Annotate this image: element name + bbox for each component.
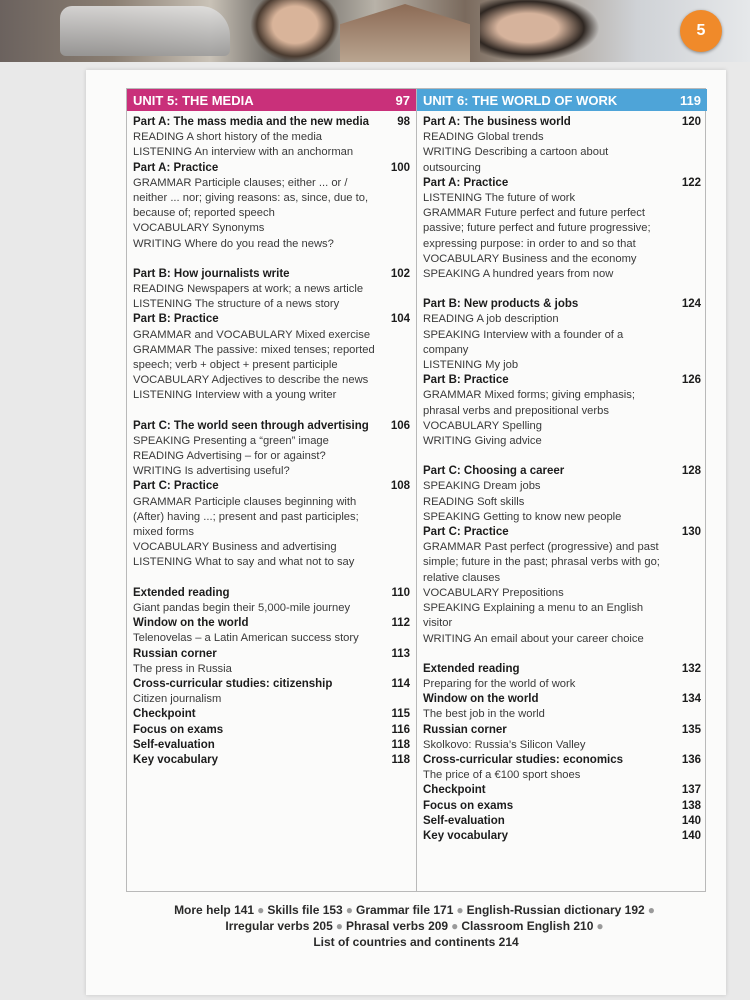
toc-detail-row bbox=[133, 464, 410, 479]
toc-entry-text: SPEAKING Getting to know new people bbox=[423, 510, 622, 523]
toc-page-number: 102 bbox=[390, 267, 410, 280]
toc-detail-row bbox=[423, 312, 701, 327]
footer-link: English-Russian dictionary 192 bbox=[466, 903, 645, 917]
footer-link: List of countries and continents 214 bbox=[313, 935, 519, 949]
toc-detail-row bbox=[423, 388, 701, 418]
toc-page-number bbox=[384, 221, 410, 236]
toc-entry-text: Checkpoint bbox=[133, 708, 196, 721]
toc-entry-text: Part A: Practice bbox=[423, 176, 509, 189]
toc-entry-text: READING Advertising – for or against? bbox=[133, 450, 326, 463]
toc-page-number bbox=[675, 632, 701, 647]
toc-entry-text: Extended reading bbox=[133, 586, 230, 599]
toc-heading-row bbox=[133, 738, 410, 753]
toc-heading-row bbox=[133, 753, 410, 768]
toc-page-number: 136 bbox=[681, 753, 701, 766]
toc-entry-text: LISTENING What to say and what not to say bbox=[133, 556, 355, 569]
unit-page: 97 bbox=[395, 92, 410, 108]
toc-entry-text: LISTENING The structure of a news story bbox=[133, 298, 340, 311]
toc-heading-row bbox=[133, 723, 410, 738]
toc-detail-row bbox=[423, 252, 701, 267]
toc-entry-text: READING Global trends bbox=[423, 131, 544, 144]
toc-entry-text: Russian corner bbox=[423, 723, 507, 736]
toc-entry-text: Focus on exams bbox=[133, 723, 224, 736]
toc-heading-row bbox=[423, 692, 701, 707]
footer-link: Phrasal verbs 209 bbox=[346, 919, 449, 933]
toc-entry-text: VOCABULARY Business and the economy bbox=[423, 252, 637, 265]
toc-detail-row bbox=[133, 221, 410, 236]
toc-detail-row bbox=[133, 631, 410, 646]
toc-entry-text: The press in Russia bbox=[133, 662, 232, 675]
toc-heading-row bbox=[423, 176, 701, 191]
toc-entry-text: WRITING Is advertising useful? bbox=[133, 465, 290, 478]
section-gap bbox=[423, 647, 701, 662]
toc-detail-row bbox=[423, 419, 701, 434]
toc-heading-row bbox=[423, 464, 701, 479]
unit-header bbox=[127, 89, 416, 111]
toc-page-number bbox=[675, 312, 701, 327]
toc-heading-row bbox=[423, 814, 701, 829]
toc-entry-text: WRITING Where do you read the news? bbox=[133, 237, 334, 250]
footer-line bbox=[126, 902, 706, 918]
toc-detail-row bbox=[133, 555, 410, 570]
toc-heading-row bbox=[423, 373, 701, 388]
toc-page-number bbox=[675, 601, 701, 631]
toc-page-number bbox=[675, 145, 701, 175]
toc-detail-row bbox=[423, 540, 701, 586]
toc-detail-row bbox=[133, 662, 410, 677]
toc-page-number bbox=[675, 191, 701, 206]
toc-entry-text: Key vocabulary bbox=[423, 829, 509, 842]
toc-page-number bbox=[675, 358, 701, 373]
toc-detail-row bbox=[423, 358, 701, 373]
footer-links bbox=[126, 902, 706, 950]
bullet-separator: ● bbox=[345, 903, 353, 917]
toc-page-number: 106 bbox=[390, 419, 410, 432]
toc-entry-text: Giant pandas begin their 5,000-mile journey bbox=[133, 601, 351, 614]
contents-page bbox=[86, 70, 726, 995]
bullet-separator: ● bbox=[456, 903, 464, 917]
toc-page-number bbox=[384, 176, 410, 222]
toc-page-number bbox=[384, 373, 410, 388]
unit-body bbox=[127, 111, 416, 768]
toc-page-number bbox=[675, 677, 701, 692]
bullet-separator: ● bbox=[451, 919, 459, 933]
toc-heading-row bbox=[423, 525, 701, 540]
unit-body bbox=[417, 111, 707, 844]
toc-page-number: 126 bbox=[681, 374, 701, 387]
toc-detail-row bbox=[133, 388, 410, 403]
toc-detail-row bbox=[133, 434, 410, 449]
toc-entry-text: Part C: Practice bbox=[423, 526, 509, 539]
toc-page-number bbox=[675, 738, 701, 753]
toc-page-number bbox=[384, 464, 410, 479]
toc-entry-text: WRITING Describing a cartoon about outsourcing bbox=[423, 146, 609, 174]
toc-entry-text: GRAMMAR Mixed forms; giving emphasis; phrasal verbs and prepositional verbs bbox=[423, 389, 635, 417]
toc-page-number bbox=[675, 267, 701, 282]
toc-page-number: 128 bbox=[681, 465, 701, 478]
toc-page-number: 98 bbox=[397, 116, 410, 128]
footer-link: More help 141 bbox=[174, 903, 255, 917]
toc-page-number bbox=[384, 388, 410, 403]
toc-page-number: 138 bbox=[681, 799, 701, 812]
toc-heading-row bbox=[423, 297, 701, 312]
toc-entry-text: VOCABULARY Synonyms bbox=[133, 222, 265, 235]
toc-page-number bbox=[384, 662, 410, 677]
toc-detail-row bbox=[133, 282, 410, 297]
toc-heading-row bbox=[133, 115, 410, 130]
unit-6-column bbox=[417, 89, 707, 891]
person-photo bbox=[250, 0, 340, 62]
toc-entry-text: LISTENING Interview with a young writer bbox=[133, 389, 337, 402]
unit-title: UNIT 5: THE MEDIA bbox=[133, 92, 254, 108]
toc-entry-text: Telenovelas – a Latin American success story bbox=[133, 632, 359, 645]
toc-detail-row bbox=[423, 191, 701, 206]
toc-detail-row bbox=[133, 176, 410, 222]
toc-detail-row bbox=[423, 434, 701, 449]
toc-entry-text: VOCABULARY Prepositions bbox=[423, 586, 564, 599]
toc-entry-text: READING Newspapers at work; a news article bbox=[133, 283, 364, 296]
toc-page-number bbox=[675, 419, 701, 434]
toc-page-number: 116 bbox=[391, 723, 410, 736]
toc-entry-text: Self-evaluation bbox=[423, 814, 505, 827]
toc-entry-text: The price of a €100 sport shoes bbox=[423, 769, 581, 782]
toc-page-number: 112 bbox=[391, 617, 410, 630]
toc-detail-row bbox=[423, 206, 701, 252]
toc-heading-row bbox=[133, 616, 410, 631]
bullet-separator: ● bbox=[596, 919, 604, 933]
toc-detail-row bbox=[133, 328, 410, 343]
toc-entry-text: SPEAKING Presenting a “green” image bbox=[133, 434, 329, 447]
toc-page-number bbox=[675, 252, 701, 267]
toc-page-number bbox=[384, 631, 410, 646]
toc-entry-text: SPEAKING Explaining a menu to an English visitor bbox=[423, 602, 644, 630]
toc-page-number: 122 bbox=[681, 176, 701, 189]
footer-link: Irregular verbs 205 bbox=[225, 919, 333, 933]
car-photo bbox=[60, 6, 230, 56]
table-of-contents bbox=[126, 88, 706, 892]
toc-detail-row bbox=[133, 540, 410, 555]
toc-page-number bbox=[384, 282, 410, 297]
toc-heading-row bbox=[423, 829, 701, 844]
toc-page-number bbox=[675, 707, 701, 722]
bullet-separator: ● bbox=[257, 903, 265, 917]
toc-entry-text: Part B: Practice bbox=[133, 313, 219, 326]
toc-heading-row bbox=[423, 783, 701, 798]
toc-entry-text: READING A short history of the media bbox=[133, 131, 323, 144]
toc-page-number bbox=[384, 130, 410, 145]
toc-entry-text: LISTENING The future of work bbox=[423, 192, 576, 205]
toc-detail-row bbox=[133, 495, 410, 541]
toc-page-number: 132 bbox=[681, 662, 701, 675]
toc-detail-row bbox=[423, 586, 701, 601]
header-photo-banner bbox=[0, 0, 750, 62]
toc-heading-row bbox=[133, 707, 410, 722]
toc-entry-text: Part C: Choosing a career bbox=[423, 465, 565, 478]
toc-page-number: 114 bbox=[391, 677, 410, 690]
toc-page-number bbox=[384, 692, 410, 707]
toc-detail-row bbox=[423, 632, 701, 647]
toc-entry-text: GRAMMAR Participle clauses; either ... or / neither ... nor; giving reasons: as, since, due to, because of; reported speech bbox=[133, 176, 369, 220]
toc-page-number bbox=[384, 297, 410, 312]
toc-page-number: 140 bbox=[681, 814, 701, 827]
toc-entry-text: Part C: Practice bbox=[133, 480, 219, 493]
toc-entry-text: Part C: The world seen through advertising bbox=[133, 419, 369, 432]
toc-entry-text: Citizen journalism bbox=[133, 693, 222, 706]
toc-heading-row bbox=[423, 115, 701, 130]
unit-header bbox=[417, 89, 707, 111]
section-gap bbox=[133, 252, 410, 267]
toc-heading-row bbox=[133, 161, 410, 176]
toc-page-number: 140 bbox=[681, 829, 701, 842]
toc-entry-text: Extended reading bbox=[423, 662, 520, 675]
toc-entry-text: GRAMMAR The passive: mixed tenses; reported speech; verb + object + present participle bbox=[133, 343, 375, 372]
toc-page-number: 135 bbox=[681, 723, 701, 736]
toc-page-number bbox=[675, 328, 701, 358]
toc-page-number: 104 bbox=[390, 313, 410, 326]
toc-page-number bbox=[675, 388, 701, 418]
toc-page-number: 110 bbox=[391, 586, 410, 599]
house-photo bbox=[340, 4, 470, 62]
bullet-separator: ● bbox=[335, 919, 344, 933]
toc-page-number bbox=[675, 434, 701, 449]
footer-link: Classroom English 210 bbox=[461, 919, 594, 933]
toc-entry-text: The best job in the world bbox=[423, 708, 545, 721]
toc-entry-text: Part A: The business world bbox=[423, 116, 571, 128]
page-number-badge: 5 bbox=[680, 10, 722, 52]
toc-detail-row bbox=[423, 738, 701, 753]
toc-page-number: 120 bbox=[681, 116, 701, 128]
toc-page-number bbox=[384, 328, 410, 343]
toc-page-number: 130 bbox=[681, 526, 701, 539]
section-gap bbox=[423, 282, 701, 297]
toc-page-number bbox=[384, 449, 410, 464]
toc-heading-row bbox=[133, 586, 410, 601]
toc-heading-row bbox=[133, 419, 410, 434]
toc-page-number: 118 bbox=[391, 738, 410, 751]
toc-entry-text: Cross-curricular studies: economics bbox=[423, 753, 624, 766]
toc-page-number bbox=[675, 768, 701, 783]
footer-line bbox=[126, 934, 706, 950]
toc-heading-row bbox=[423, 723, 701, 738]
toc-entry-text: Part A: Practice bbox=[133, 161, 219, 174]
toc-entry-text: GRAMMAR Future perfect and future perfect passive; future perfect and future progressive; expressing purpose: in order to and so that bbox=[423, 207, 651, 250]
unit-5-column bbox=[127, 89, 417, 891]
toc-detail-row bbox=[423, 328, 701, 358]
toc-page-number bbox=[384, 555, 410, 570]
toc-detail-row bbox=[423, 510, 701, 525]
toc-entry-text: Key vocabulary bbox=[133, 753, 219, 766]
toc-page-number: 115 bbox=[391, 708, 410, 721]
toc-entry-text: Cross-curricular studies: citizenship bbox=[133, 677, 333, 690]
toc-entry-text: Part B: Practice bbox=[423, 374, 509, 387]
toc-page-number: 118 bbox=[391, 753, 410, 766]
toc-page-number: 137 bbox=[681, 784, 701, 797]
toc-heading-row bbox=[133, 312, 410, 327]
toc-entry-text: Checkpoint bbox=[423, 784, 486, 797]
toc-detail-row bbox=[133, 449, 410, 464]
toc-page-number bbox=[384, 495, 410, 541]
toc-detail-row bbox=[423, 145, 701, 175]
toc-detail-row bbox=[133, 237, 410, 252]
toc-detail-row bbox=[423, 479, 701, 494]
toc-entry-text: Self-evaluation bbox=[133, 738, 215, 751]
toc-heading-row bbox=[133, 647, 410, 662]
toc-detail-row bbox=[133, 145, 410, 160]
toc-entry-text: Part B: How journalists write bbox=[133, 267, 290, 280]
toc-entry-text: GRAMMAR Participle clauses beginning with (After) having ...; present and past participles; mixed forms bbox=[133, 495, 359, 539]
toc-detail-row bbox=[423, 267, 701, 282]
toc-entry-text: LISTENING My job bbox=[423, 359, 519, 372]
section-gap bbox=[133, 404, 410, 419]
toc-entry-text: GRAMMAR Past perfect (progressive) and past simple; future in the past; phrasal verbs with go; relative clauses bbox=[423, 541, 660, 584]
toc-entry-text: READING Soft skills bbox=[423, 495, 525, 508]
toc-detail-row bbox=[133, 343, 410, 373]
toc-entry-text: SPEAKING Dream jobs bbox=[423, 480, 541, 493]
bullet-separator: ● bbox=[647, 903, 655, 917]
toc-entry-text: Part B: New products & jobs bbox=[423, 298, 579, 311]
toc-entry-text: WRITING An email about your career choice bbox=[423, 632, 644, 645]
toc-page-number bbox=[384, 343, 410, 373]
toc-entry-text: Focus on exams bbox=[423, 799, 514, 812]
toc-entry-text: VOCABULARY Business and advertising bbox=[133, 541, 337, 554]
toc-page-number bbox=[384, 434, 410, 449]
toc-entry-text: LISTENING An interview with an anchorman bbox=[133, 146, 354, 159]
footer-link: Skills file 153 bbox=[267, 903, 343, 917]
toc-detail-row bbox=[423, 495, 701, 510]
toc-page-number bbox=[675, 510, 701, 525]
person-photo bbox=[480, 0, 600, 62]
toc-entry-text: VOCABULARY Spelling bbox=[423, 419, 542, 432]
toc-detail-row bbox=[423, 677, 701, 692]
toc-page-number bbox=[384, 145, 410, 160]
toc-heading-row bbox=[423, 662, 701, 677]
toc-heading-row bbox=[133, 677, 410, 692]
toc-detail-row bbox=[133, 692, 410, 707]
toc-heading-row bbox=[133, 479, 410, 494]
toc-detail-row bbox=[423, 707, 701, 722]
toc-entry-text: SPEAKING Interview with a founder of a company bbox=[423, 328, 624, 356]
toc-page-number: 108 bbox=[390, 480, 410, 493]
toc-detail-row bbox=[133, 373, 410, 388]
footer-line bbox=[126, 918, 706, 934]
toc-entry-text: Window on the world bbox=[423, 693, 539, 706]
unit-page: 119 bbox=[680, 92, 701, 108]
toc-page-number bbox=[675, 130, 701, 145]
toc-page-number bbox=[675, 540, 701, 586]
toc-entry-text: VOCABULARY Adjectives to describe the news bbox=[133, 374, 369, 387]
toc-heading-row bbox=[133, 267, 410, 282]
toc-heading-row bbox=[423, 799, 701, 814]
toc-page-number bbox=[675, 206, 701, 252]
toc-entry-text: SPEAKING A hundred years from now bbox=[423, 268, 614, 281]
toc-page-number bbox=[675, 495, 701, 510]
toc-page-number: 124 bbox=[681, 298, 701, 311]
toc-entry-text: Window on the world bbox=[133, 617, 249, 630]
toc-page-number bbox=[384, 237, 410, 252]
toc-entry-text: GRAMMAR and VOCABULARY Mixed exercise bbox=[133, 328, 371, 341]
unit-title: UNIT 6: THE WORLD OF WORK bbox=[423, 92, 618, 108]
toc-entry-text: Part A: The mass media and the new media bbox=[133, 116, 370, 128]
toc-detail-row bbox=[133, 297, 410, 312]
toc-detail-row bbox=[423, 768, 701, 783]
toc-page-number: 100 bbox=[390, 161, 410, 174]
toc-page-number: 113 bbox=[391, 647, 410, 660]
toc-detail-row bbox=[423, 130, 701, 145]
toc-page-number bbox=[384, 601, 410, 616]
section-gap bbox=[423, 449, 701, 464]
toc-entry-text: WRITING Giving advice bbox=[423, 435, 542, 448]
footer-link: Grammar file 171 bbox=[355, 903, 454, 917]
toc-page-number: 134 bbox=[681, 693, 701, 706]
toc-page-number bbox=[675, 586, 701, 601]
toc-entry-text: Skolkovo: Russia’s Silicon Valley bbox=[423, 738, 586, 751]
toc-page-number bbox=[675, 479, 701, 494]
toc-entry-text: READING A job description bbox=[423, 313, 559, 326]
toc-detail-row bbox=[133, 601, 410, 616]
toc-detail-row bbox=[133, 130, 410, 145]
toc-entry-text: Russian corner bbox=[133, 647, 217, 660]
toc-detail-row bbox=[423, 601, 701, 631]
toc-heading-row bbox=[423, 753, 701, 768]
toc-entry-text: Preparing for the world of work bbox=[423, 677, 576, 690]
section-gap bbox=[133, 571, 410, 586]
toc-page-number bbox=[384, 540, 410, 555]
